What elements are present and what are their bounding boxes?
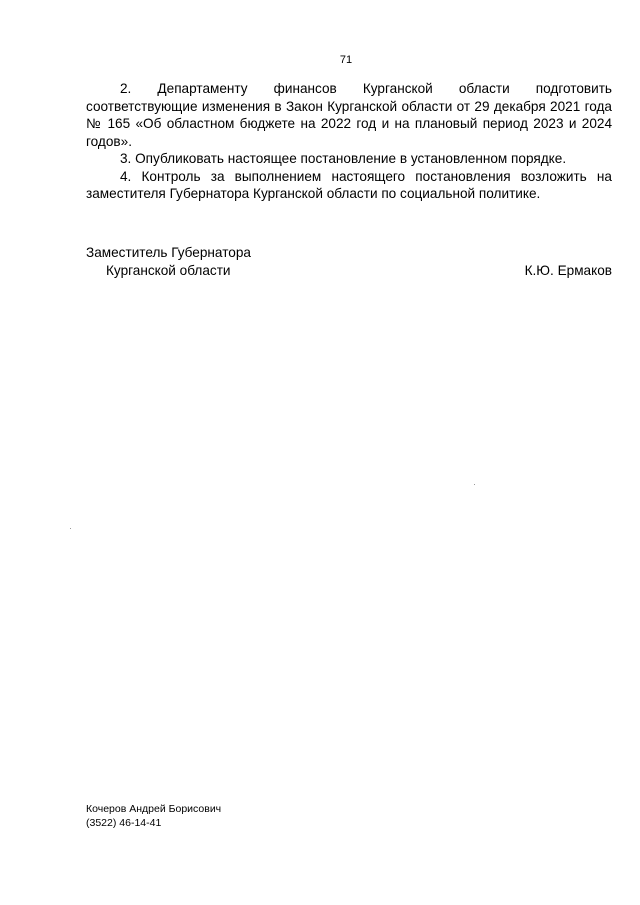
document-body (86, 80, 612, 203)
paragraph-2: 2. Департаменту финансов Курганской области подготовить соответствующие изменения в Закон Курганской области от 29 декабря 2021 года № 165 «Об областном бюджете на 2022 год и на плановый период 2023 и 2024 годов». (86, 81, 612, 149)
paragraph-4: 4. Контроль за выполнением настоящего постановления возложить на заместителя Губернатора Курганской области по социальной политике. (86, 168, 612, 201)
signatory-title-line1: Заместитель Губернатора (86, 245, 251, 260)
paragraph-3: 3. Опубликовать настоящее постановление в установленном порядке. (120, 151, 567, 166)
page-number: 71 (339, 54, 353, 66)
executor-phone: (3522) 46-14-41 (86, 817, 162, 829)
signatory-name: К.Ю. Ермаков (524, 262, 612, 278)
executor-name: Кочеров Андрей Борисович (86, 803, 222, 815)
signature-block (86, 244, 612, 279)
signature-row (86, 262, 612, 280)
scan-speck (70, 528, 71, 529)
signatory-title-line2: Курганской области (106, 262, 231, 278)
executor-block (86, 802, 221, 830)
scan-speck (474, 484, 475, 485)
